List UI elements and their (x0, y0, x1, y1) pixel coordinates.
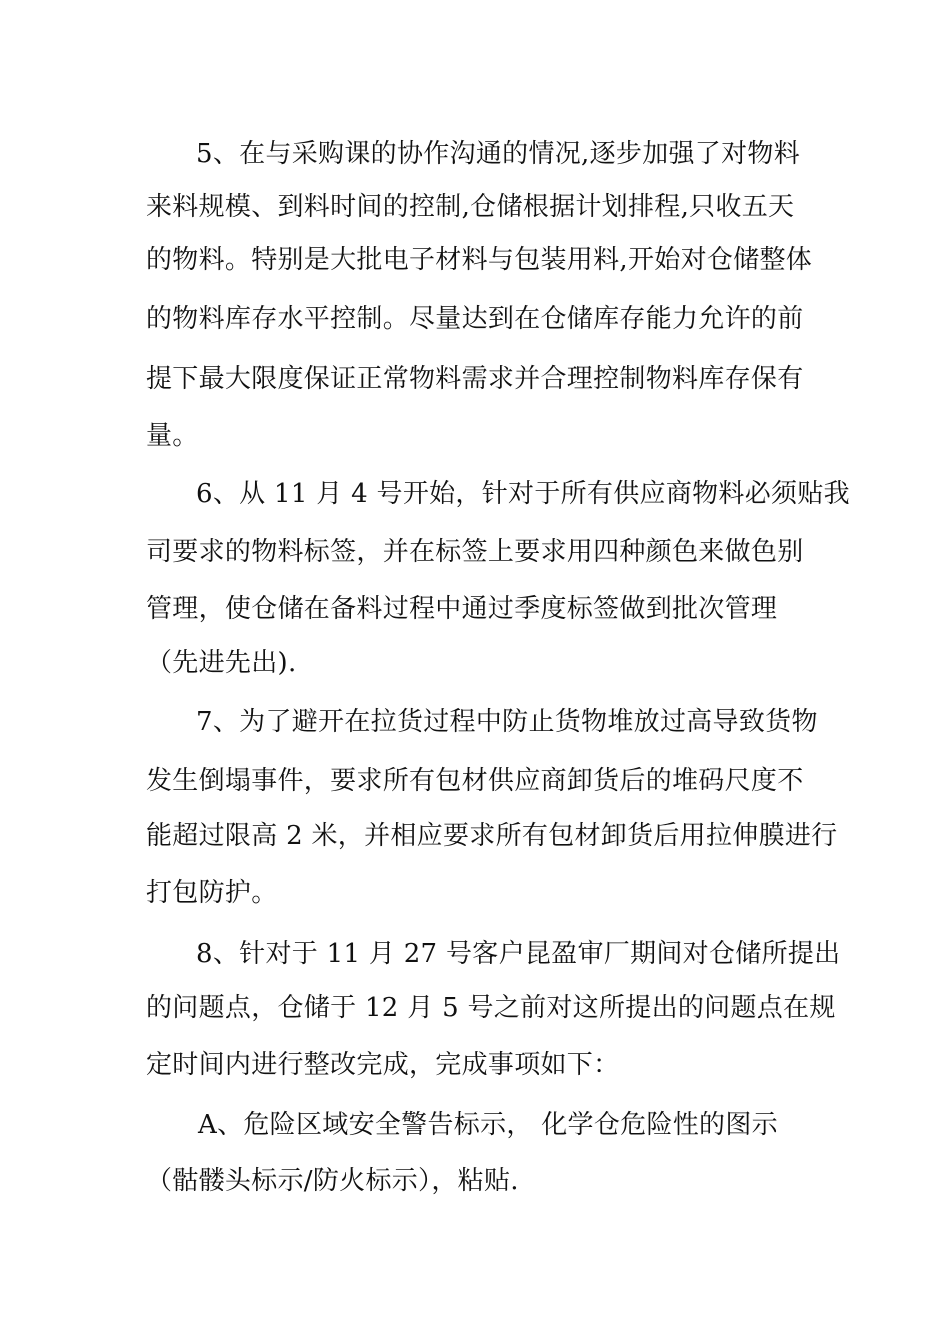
paragraph-8-line-1: 8、针对于 11 月 27 号客户昆盈审厂期间对仓储所提出 (196, 939, 841, 969)
paragraph-5-line-2: 来料规模、到料时间的控制,仓储根据计划排程,只收五天 (146, 192, 795, 222)
paragraph-5-line-1: 5、在与采购课的协作沟通的情况,逐步加强了对物料 (196, 139, 801, 169)
paragraph-5-line-3: 的物料。特别是大批电子材料与包装用料,开始对仓储整体 (146, 245, 813, 275)
paragraph-8-line-2: 的问题点，仓储于 12 月 5 号之前对这所提出的问题点在规 (146, 993, 836, 1023)
paragraph-7-line-1: 7、为了避开在拉货过程中防止货物堆放过高导致货物 (196, 707, 818, 737)
paragraph-6-line-4: （先进先出). (146, 648, 297, 678)
paragraph-5-line-5: 提下最大限度保证正常物料需求并合理控制物料库存保有 (146, 364, 804, 394)
paragraph-6-line-3: 管理，使仓储在备料过程中通过季度标签做到批次管理 (146, 594, 778, 624)
paragraph-6-line-2: 司要求的物料标签，并在标签上要求用四种颜色来做色别 (146, 537, 804, 567)
paragraph-7-line-3: 能超过限高 2 米，并相应要求所有包材卸货后用拉伸膜进行 (146, 821, 838, 851)
paragraph-7-line-2: 发生倒塌事件，要求所有包材供应商卸货后的堆码尺度不 (146, 766, 804, 796)
paragraph-7-line-4: 打包防护。 (146, 878, 278, 908)
paragraph-5-line-6: 量。 (146, 421, 199, 451)
paragraph-5-line-4: 的物料库存水平控制。尽量达到在仓储库存能力允许的前 (146, 304, 804, 334)
paragraph-6-line-1: 6、从 11 月 4 号开始，针对于所有供应商物料必须贴我 (196, 479, 850, 509)
item-a-line-1: A、危险区域安全警告标示， 化学仓危险性的图示 (198, 1110, 778, 1140)
paragraph-8-line-3: 定时间内进行整改完成，完成事项如下： (146, 1050, 620, 1080)
item-a-line-2: （骷髅头标示/防火标示），粘贴. (146, 1166, 519, 1196)
